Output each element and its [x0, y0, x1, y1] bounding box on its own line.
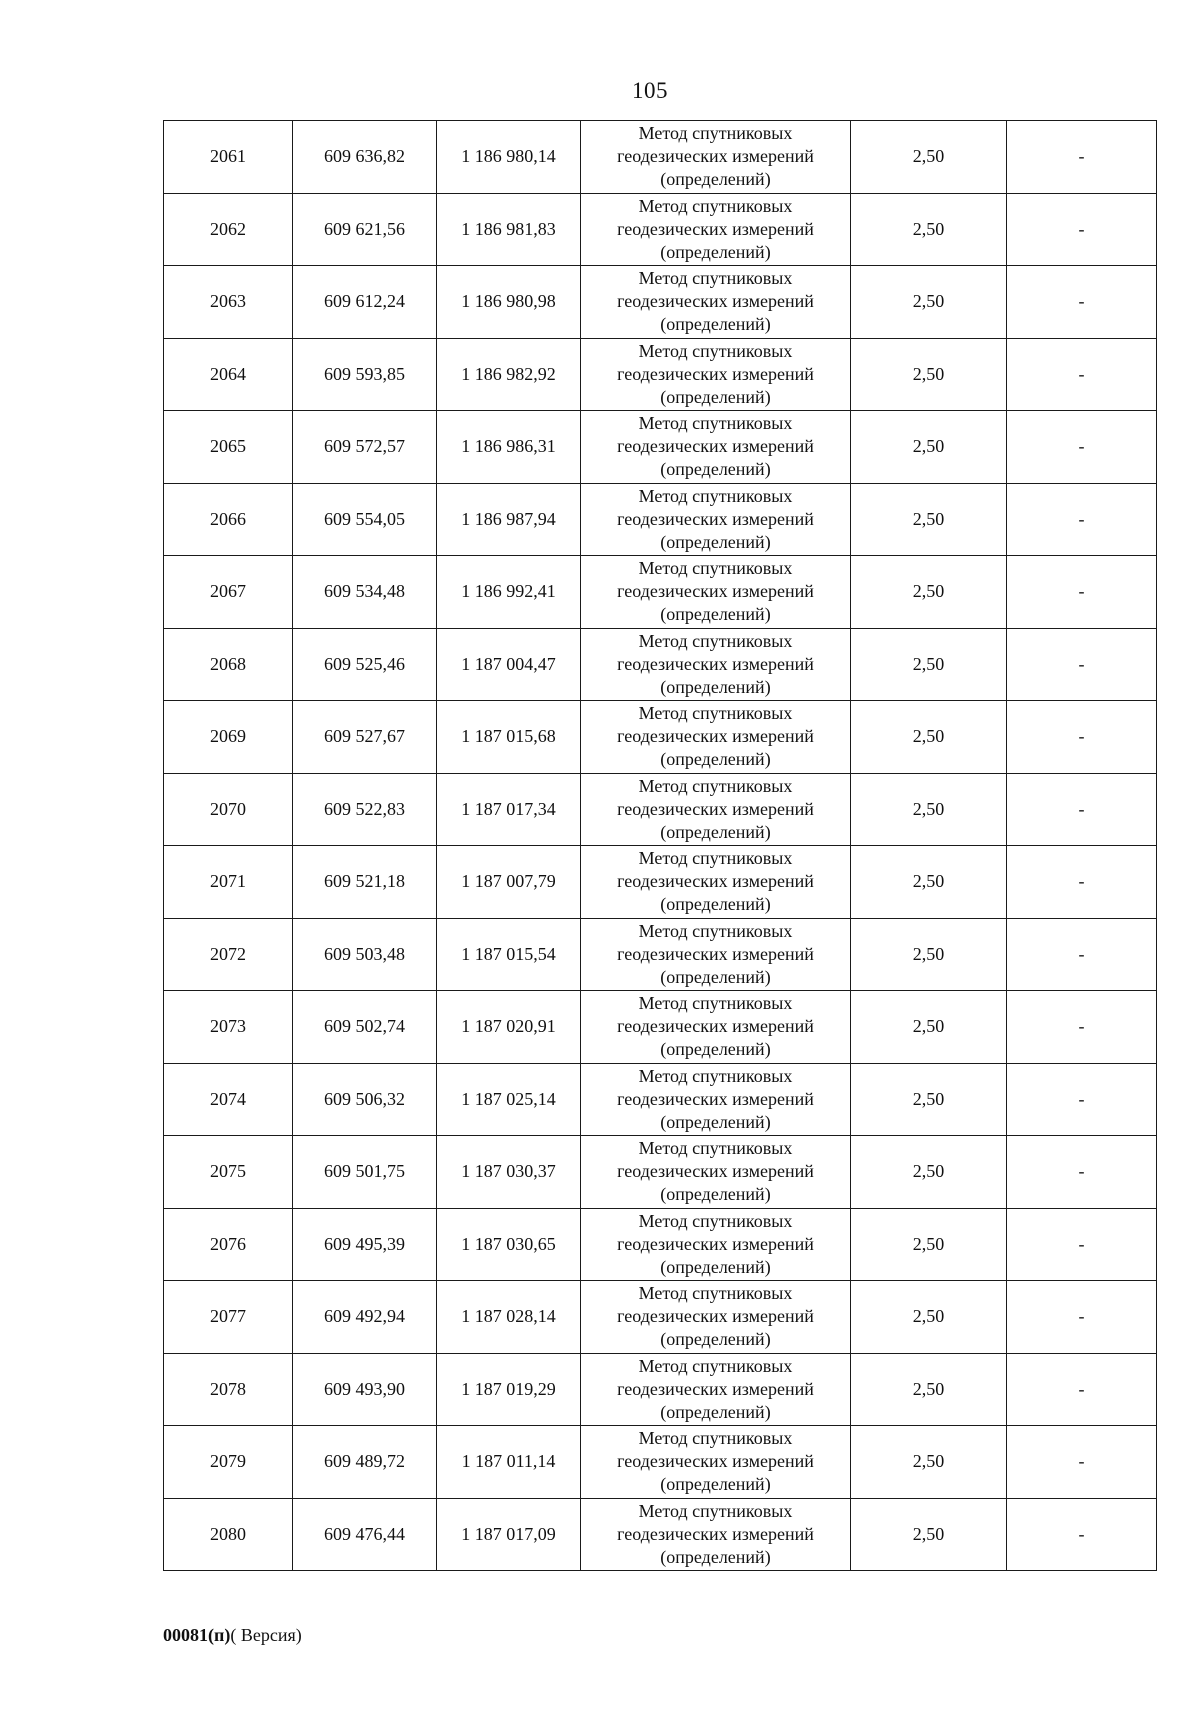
table-row — [164, 121, 1157, 194]
accuracy-cell: 2,50 — [851, 1498, 1007, 1571]
x-coordinate-cell: 609 476,44 — [293, 1498, 437, 1571]
method-cell — [581, 266, 851, 339]
point-number-cell: 2077 — [164, 1281, 293, 1354]
method-cell — [581, 121, 851, 194]
method-cell — [581, 1136, 851, 1209]
document-code-number: 00081(п) — [163, 1625, 231, 1645]
y-coordinate-cell: 1 187 015,68 — [437, 701, 581, 774]
accuracy-cell: 2,50 — [851, 338, 1007, 411]
y-coordinate-cell: 1 187 025,14 — [437, 1063, 581, 1136]
x-coordinate-cell: 609 493,90 — [293, 1353, 437, 1426]
accuracy-cell: 2,50 — [851, 846, 1007, 919]
note-cell: - — [1007, 1426, 1157, 1499]
table-row — [164, 266, 1157, 339]
x-coordinate-cell: 609 495,39 — [293, 1208, 437, 1281]
point-number-cell: 2065 — [164, 411, 293, 484]
x-coordinate-cell: 609 489,72 — [293, 1426, 437, 1499]
point-number-cell: 2070 — [164, 773, 293, 846]
point-number-cell: 2071 — [164, 846, 293, 919]
y-coordinate-cell: 1 187 017,34 — [437, 773, 581, 846]
point-number-cell: 2079 — [164, 1426, 293, 1499]
note-cell: - — [1007, 1063, 1157, 1136]
method-cell — [581, 193, 851, 266]
method-cell — [581, 991, 851, 1064]
table-row — [164, 1208, 1157, 1281]
note-cell: - — [1007, 193, 1157, 266]
method-cell — [581, 701, 851, 774]
y-coordinate-cell: 1 186 992,41 — [437, 556, 581, 629]
accuracy-cell: 2,50 — [851, 701, 1007, 774]
accuracy-cell: 2,50 — [851, 1136, 1007, 1209]
x-coordinate-cell: 609 621,56 — [293, 193, 437, 266]
y-coordinate-cell: 1 186 982,92 — [437, 338, 581, 411]
document-version: ( Версия) — [230, 1625, 302, 1645]
point-number-cell: 2074 — [164, 1063, 293, 1136]
accuracy-cell: 2,50 — [851, 1063, 1007, 1136]
table-row — [164, 991, 1157, 1064]
x-coordinate-cell: 609 527,67 — [293, 701, 437, 774]
x-coordinate-cell: 609 492,94 — [293, 1281, 437, 1354]
x-coordinate-cell: 609 521,18 — [293, 846, 437, 919]
method-text: Метод спутниковых геодезических измерений (определений) — [617, 993, 814, 1060]
table-row — [164, 411, 1157, 484]
method-text: Метод спутниковых геодезических измерений (определений) — [617, 775, 814, 842]
x-coordinate-cell: 609 502,74 — [293, 991, 437, 1064]
accuracy-cell: 2,50 — [851, 628, 1007, 701]
method-text: Метод спутниковых геодезических измерений (определений) — [617, 848, 814, 915]
accuracy-cell: 2,50 — [851, 773, 1007, 846]
table-row — [164, 1136, 1157, 1209]
x-coordinate-cell: 609 506,32 — [293, 1063, 437, 1136]
y-coordinate-cell: 1 187 015,54 — [437, 918, 581, 991]
point-number-cell: 2064 — [164, 338, 293, 411]
method-text: Метод спутниковых геодезических измерений (определений) — [617, 123, 814, 190]
method-cell — [581, 1426, 851, 1499]
method-text: Метод спутниковых геодезических измерений (определений) — [617, 1210, 814, 1277]
y-coordinate-cell: 1 187 030,37 — [437, 1136, 581, 1209]
point-number-cell: 2073 — [164, 991, 293, 1064]
y-coordinate-cell: 1 186 987,94 — [437, 483, 581, 556]
note-cell: - — [1007, 701, 1157, 774]
note-cell: - — [1007, 846, 1157, 919]
note-cell: - — [1007, 411, 1157, 484]
table-row — [164, 1281, 1157, 1354]
table-row — [164, 193, 1157, 266]
accuracy-cell: 2,50 — [851, 411, 1007, 484]
method-text: Метод спутниковых геодезических измерений (определений) — [617, 920, 814, 987]
accuracy-cell: 2,50 — [851, 193, 1007, 266]
method-text: Метод спутниковых геодезических измерений (определений) — [617, 1065, 814, 1132]
accuracy-cell: 2,50 — [851, 991, 1007, 1064]
method-text: Метод спутниковых геодезических измерений (определений) — [617, 485, 814, 552]
table-row — [164, 773, 1157, 846]
x-coordinate-cell: 609 522,83 — [293, 773, 437, 846]
point-number-cell: 2062 — [164, 193, 293, 266]
method-text: Метод спутниковых геодезических измерений (определений) — [617, 1500, 814, 1567]
table-row — [164, 846, 1157, 919]
table-row — [164, 1353, 1157, 1426]
method-cell — [581, 1498, 851, 1571]
point-number-cell: 2075 — [164, 1136, 293, 1209]
note-cell: - — [1007, 773, 1157, 846]
note-cell: - — [1007, 266, 1157, 339]
method-cell — [581, 338, 851, 411]
method-cell — [581, 628, 851, 701]
x-coordinate-cell: 609 501,75 — [293, 1136, 437, 1209]
x-coordinate-cell: 609 534,48 — [293, 556, 437, 629]
accuracy-cell: 2,50 — [851, 1353, 1007, 1426]
note-cell: - — [1007, 556, 1157, 629]
note-cell: - — [1007, 338, 1157, 411]
method-text: Метод спутниковых геодезических измерений (определений) — [617, 1283, 814, 1350]
method-text: Метод спутниковых геодезических измерений (определений) — [617, 413, 814, 480]
method-cell — [581, 1353, 851, 1426]
y-coordinate-cell: 1 186 981,83 — [437, 193, 581, 266]
note-cell: - — [1007, 1208, 1157, 1281]
page-number: 105 — [632, 78, 668, 103]
method-text: Метод спутниковых геодезических измерений (определений) — [617, 195, 814, 262]
note-cell: - — [1007, 628, 1157, 701]
note-cell: - — [1007, 121, 1157, 194]
method-cell — [581, 483, 851, 556]
accuracy-cell: 2,50 — [851, 121, 1007, 194]
method-cell — [581, 556, 851, 629]
point-number-cell: 2061 — [164, 121, 293, 194]
point-number-cell: 2080 — [164, 1498, 293, 1571]
method-cell — [581, 773, 851, 846]
x-coordinate-cell: 609 612,24 — [293, 266, 437, 339]
y-coordinate-cell: 1 186 980,14 — [437, 121, 581, 194]
note-cell: - — [1007, 1281, 1157, 1354]
y-coordinate-cell: 1 187 011,14 — [437, 1426, 581, 1499]
table-row — [164, 483, 1157, 556]
method-cell — [581, 1208, 851, 1281]
accuracy-cell: 2,50 — [851, 1281, 1007, 1354]
point-number-cell: 2068 — [164, 628, 293, 701]
note-cell: - — [1007, 1353, 1157, 1426]
table-row — [164, 918, 1157, 991]
note-cell: - — [1007, 483, 1157, 556]
x-coordinate-cell: 609 554,05 — [293, 483, 437, 556]
x-coordinate-cell: 609 503,48 — [293, 918, 437, 991]
method-text: Метод спутниковых геодезических измерений (определений) — [617, 268, 814, 335]
table-row — [164, 338, 1157, 411]
y-coordinate-cell: 1 186 980,98 — [437, 266, 581, 339]
method-text: Метод спутниковых геодезических измерений (определений) — [617, 558, 814, 625]
accuracy-cell: 2,50 — [851, 266, 1007, 339]
method-text: Метод спутниковых геодезических измерений (определений) — [617, 630, 814, 697]
x-coordinate-cell: 609 636,82 — [293, 121, 437, 194]
note-cell: - — [1007, 1136, 1157, 1209]
method-text: Метод спутниковых геодезических измерений (определений) — [617, 1138, 814, 1205]
accuracy-cell: 2,50 — [851, 918, 1007, 991]
method-cell — [581, 1063, 851, 1136]
point-number-cell: 2066 — [164, 483, 293, 556]
point-number-cell: 2067 — [164, 556, 293, 629]
point-number-cell: 2063 — [164, 266, 293, 339]
accuracy-cell: 2,50 — [851, 1208, 1007, 1281]
method-text: Метод спутниковых геодезических измерений (определений) — [617, 340, 814, 407]
y-coordinate-cell: 1 187 020,91 — [437, 991, 581, 1064]
y-coordinate-cell: 1 187 007,79 — [437, 846, 581, 919]
y-coordinate-cell: 1 187 030,65 — [437, 1208, 581, 1281]
table-row — [164, 1426, 1157, 1499]
table-row — [164, 556, 1157, 629]
coordinates-table — [163, 120, 1157, 1571]
method-text: Метод спутниковых геодезических измерений (определений) — [617, 1428, 814, 1495]
point-number-cell: 2069 — [164, 701, 293, 774]
accuracy-cell: 2,50 — [851, 556, 1007, 629]
y-coordinate-cell: 1 187 004,47 — [437, 628, 581, 701]
point-number-cell: 2076 — [164, 1208, 293, 1281]
method-cell — [581, 846, 851, 919]
x-coordinate-cell: 609 525,46 — [293, 628, 437, 701]
x-coordinate-cell: 609 572,57 — [293, 411, 437, 484]
table-body — [164, 121, 1157, 1571]
point-number-cell: 2078 — [164, 1353, 293, 1426]
note-cell: - — [1007, 1498, 1157, 1571]
y-coordinate-cell: 1 187 019,29 — [437, 1353, 581, 1426]
note-cell: - — [1007, 991, 1157, 1064]
method-text: Метод спутниковых геодезических измерений (определений) — [617, 703, 814, 770]
table-row — [164, 1063, 1157, 1136]
method-cell — [581, 411, 851, 484]
method-cell — [581, 1281, 851, 1354]
y-coordinate-cell: 1 187 028,14 — [437, 1281, 581, 1354]
document-code — [163, 1625, 302, 1646]
y-coordinate-cell: 1 187 017,09 — [437, 1498, 581, 1571]
table-row — [164, 1498, 1157, 1571]
method-text: Метод спутниковых геодезических измерений (определений) — [617, 1355, 814, 1422]
note-cell: - — [1007, 918, 1157, 991]
table-row — [164, 628, 1157, 701]
table-row — [164, 701, 1157, 774]
accuracy-cell: 2,50 — [851, 1426, 1007, 1499]
y-coordinate-cell: 1 186 986,31 — [437, 411, 581, 484]
x-coordinate-cell: 609 593,85 — [293, 338, 437, 411]
point-number-cell: 2072 — [164, 918, 293, 991]
accuracy-cell: 2,50 — [851, 483, 1007, 556]
method-cell — [581, 918, 851, 991]
